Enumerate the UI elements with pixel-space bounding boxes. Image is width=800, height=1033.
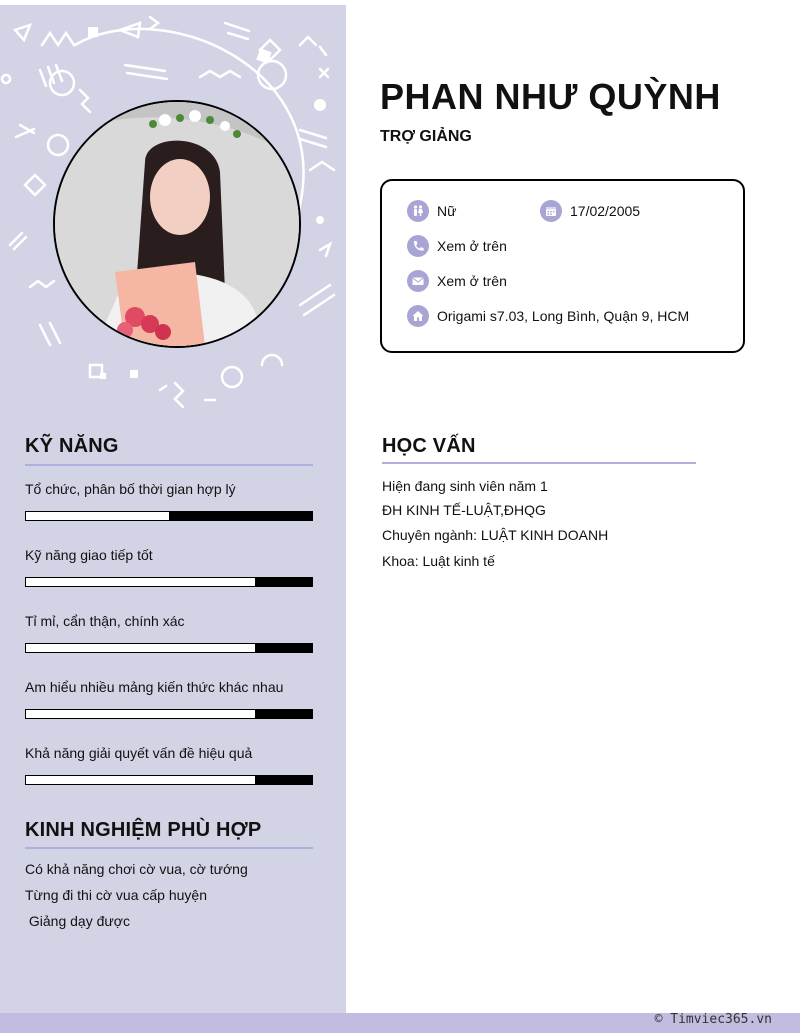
skill-bar <box>25 511 313 521</box>
skill-bar <box>25 577 313 587</box>
experience-line: Có khả năng chơi cờ vua, cờ tướng <box>25 861 248 877</box>
experience-line: Giảng dạy được <box>25 913 130 929</box>
job-title: TRỢ GIẢNG <box>380 128 472 145</box>
contact-phone[interactable] <box>407 235 507 257</box>
experience-divider <box>25 847 313 849</box>
contact-gender <box>407 200 456 222</box>
email-value[interactable]: Xem ở trên <box>437 273 507 289</box>
skill-bar-fill <box>26 512 169 520</box>
education-line: Hiện đang sinh viên năm 1 <box>382 478 548 494</box>
skill-bar-fill <box>26 776 255 784</box>
contact-birthdate <box>540 200 640 222</box>
mail-icon <box>407 270 429 292</box>
calendar-icon <box>540 200 562 222</box>
address-value: Origami s7.03, Long Bình, Quận 9, HCM <box>437 308 690 324</box>
candidate-name: PHAN NHƯ QUỲNH <box>380 76 721 117</box>
experience-title: KINH NGHIỆM PHÙ HỢP <box>25 819 262 841</box>
skills-divider <box>25 464 313 466</box>
education-line: Chuyên ngành: LUẬT KINH DOANH <box>382 527 609 543</box>
skill-bar-fill <box>26 578 255 586</box>
skill-label: Tỉ mỉ, cẩn thận, chính xác <box>25 613 185 629</box>
skill-bar <box>25 643 313 653</box>
profile-photo <box>53 100 301 348</box>
skill-label: Am hiểu nhiều mảng kiến thức khác nhau <box>25 679 284 695</box>
contact-card <box>380 179 745 353</box>
skill-label: Kỹ năng giao tiếp tốt <box>25 547 153 563</box>
education-line: Khoa: Luật kinh tế <box>382 553 495 569</box>
education-line: ĐH KINH TẾ-LUẬT,ĐHQG <box>382 502 546 518</box>
phone-value[interactable]: Xem ở trên <box>437 238 507 254</box>
skill-bar <box>25 709 313 719</box>
skill-label: Khả năng giải quyết vấn đề hiệu quả <box>25 745 253 761</box>
skill-bar-fill <box>26 710 255 718</box>
education-title: HỌC VẤN <box>382 435 476 457</box>
skills-title: KỸ NĂNG <box>25 435 119 457</box>
contact-address <box>407 305 689 327</box>
skill-label: Tổ chức, phân bố thời gian hợp lý <box>25 481 236 497</box>
gender-icon <box>407 200 429 222</box>
education-divider <box>382 462 696 464</box>
gender-value: Nữ <box>437 203 457 219</box>
watermark-text: © Timviec365.vn <box>654 1012 772 1027</box>
contact-email[interactable] <box>407 270 507 292</box>
birthdate-value: 17/02/2005 <box>570 203 641 219</box>
portrait-illustration <box>55 102 299 346</box>
experience-line: Từng đi thi cờ vua cấp huyện <box>25 887 207 903</box>
skill-bar <box>25 775 313 785</box>
home-icon <box>407 305 429 327</box>
sidebar <box>0 5 346 1013</box>
skill-bar-fill <box>26 644 255 652</box>
phone-icon <box>407 235 429 257</box>
